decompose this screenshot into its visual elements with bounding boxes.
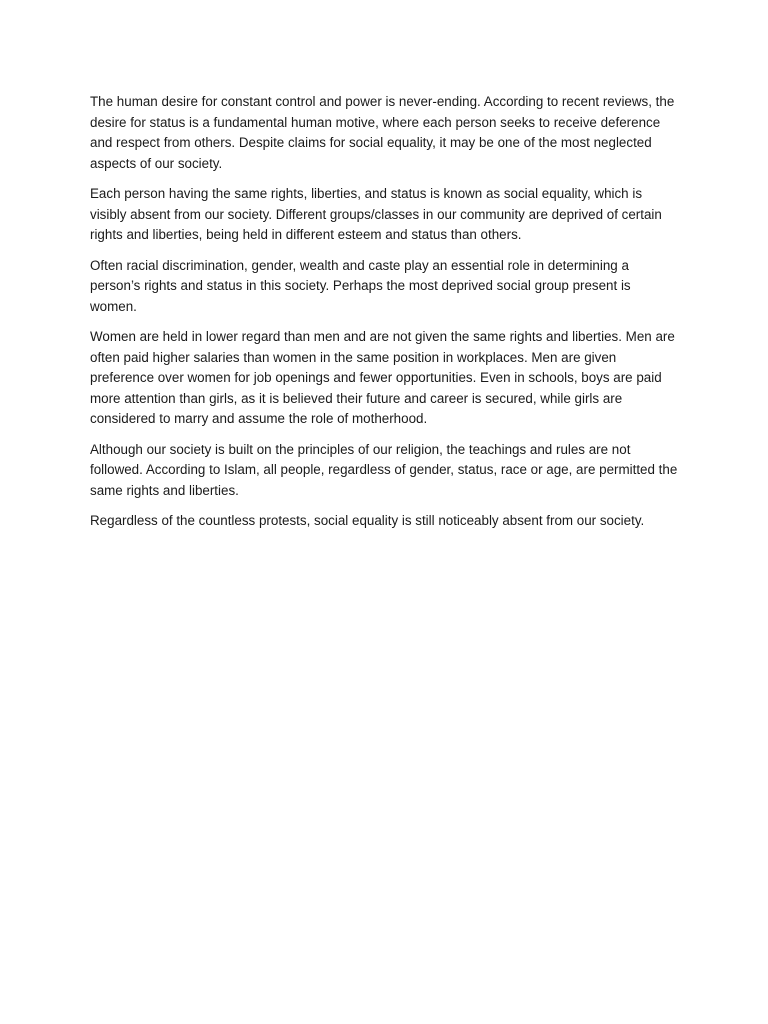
paragraph-6: Regardless of the countless protests, social equality is still noticeably absent from our society. [90,513,645,528]
paragraph-5: Although our society is built on the principles of our religion, the teachings and rules are not followed. According to Islam, all people, regardless of gender, status, race or age, are permitted the same rights and liberties. [90,441,678,498]
paragraph-2: Each person having the same rights, liberties, and status is known as social equality, which is visibly absent from our society. Different groups/classes in our community are deprived of certain rights and liberties, being held in different esteem and status than others. [90,186,662,242]
paragraph-4: Women are held in lower regard than men and are not given the same rights and liberties. Men are often paid higher salaries than women in the same position in workplaces. Men are given preference over women for job openings and fewer opportunities. Even in schools, boys are paid more attention than girls, as it is believed their future and career is secured, while girls are considered to marry and assume the role of motherhood. [90,329,675,426]
paragraph-3: Often racial discrimination, gender, wealth and caste play an essential role in determining a person’s rights and status in this society. Perhaps the most deprived social group present is women. [90,257,631,314]
paragraph-1: The human desire for constant control and power is never-ending. According to recent reviews, the desire for status is a fundamental human motive, where each person seeks to receive deference and respect from others. Despite claims for social equality, it may be one of the most neglected aspects of our society. [90,94,675,171]
document-body [90,92,680,542]
